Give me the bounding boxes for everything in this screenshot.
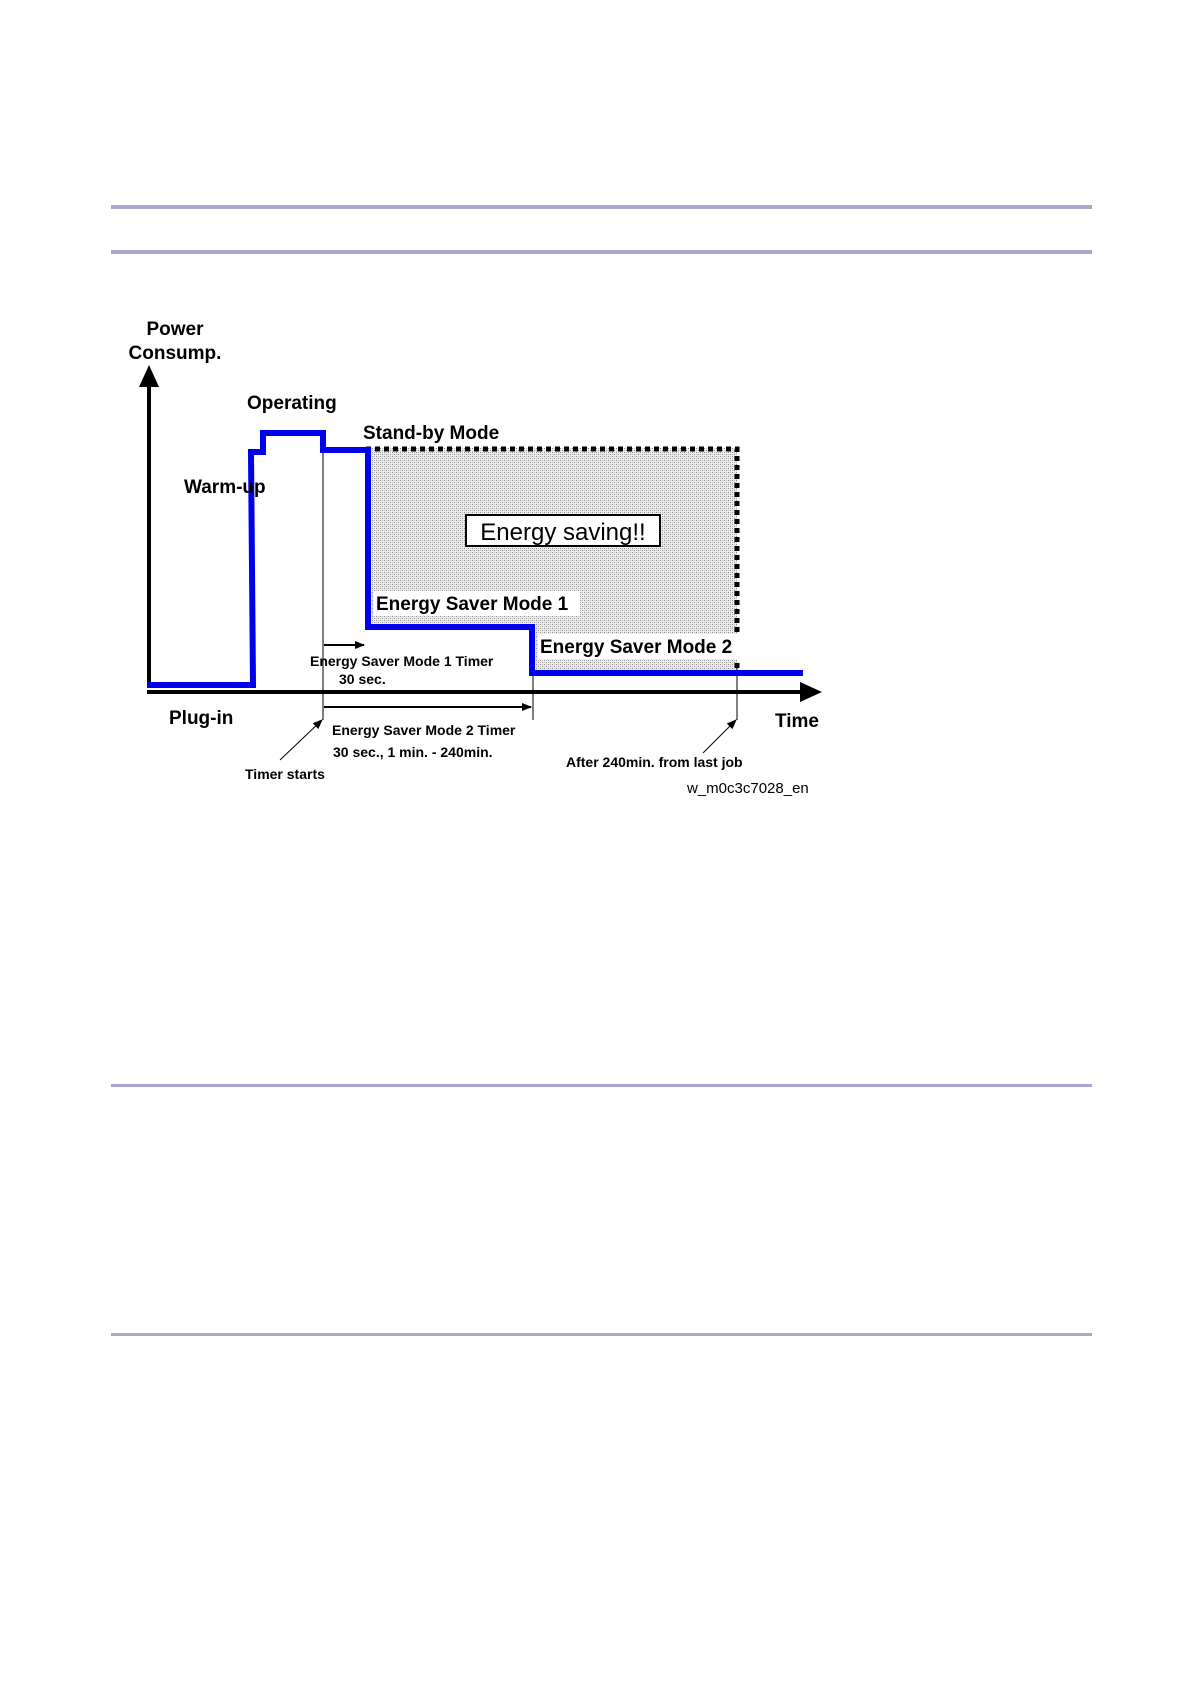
esm2-timer-label-line2: 30 sec., 1 min. - 240min. [333, 744, 493, 760]
esm2-label: Energy Saver Mode 2 [540, 637, 733, 658]
y-axis-arrowhead [139, 365, 159, 387]
esm1-timer-label-line1: Energy Saver Mode 1 Timer [310, 653, 494, 669]
y-axis-label-line2: Consump. [128, 343, 222, 364]
x-axis-arrowhead [800, 682, 822, 702]
operating-label: Operating [247, 393, 337, 414]
timer-starts-pointer [280, 720, 322, 760]
section-rule-1 [111, 1084, 1092, 1087]
x-axis-label: Time [775, 711, 820, 732]
esm1-timer-label-line2: 30 sec. [339, 671, 386, 687]
after-240-label: After 240min. from last job [566, 754, 743, 770]
esm1-label: Energy Saver Mode 1 [376, 594, 569, 615]
plugin-label: Plug-in [169, 708, 234, 729]
energy-saving-label: Energy saving!! [480, 519, 646, 546]
warmup-label: Warm-up [184, 477, 266, 498]
section-rule-2 [111, 1333, 1092, 1336]
timer-starts-label: Timer starts [245, 766, 325, 782]
figure-id-label: w_m0c3c7028_en [687, 780, 809, 797]
y-axis-label-line1: Power [146, 319, 204, 340]
esm2-timer-label-line1: Energy Saver Mode 2 Timer [332, 722, 516, 738]
standby-label: Stand-by Mode [363, 423, 500, 444]
after-240-pointer [703, 720, 736, 753]
